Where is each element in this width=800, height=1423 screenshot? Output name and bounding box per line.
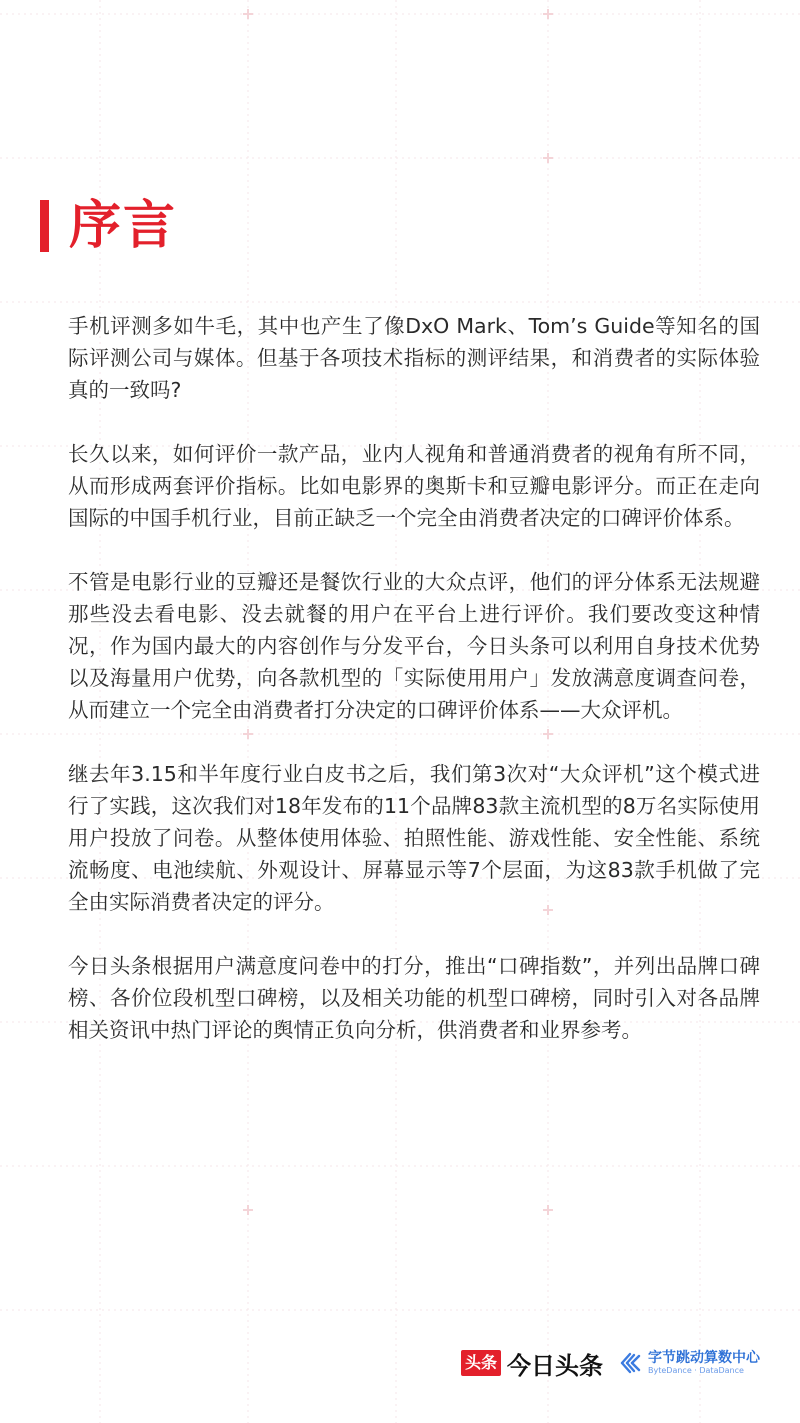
paragraph-2: 长久以来，如何评价一款产品，业内人视角和普通消费者的视角有所不同，从而形成两套评价指标。比如电影界的奥斯卡和豆瓣电影评分。而正在走向国际的中国手机行业，目前正缺乏一个完全由消费者决定的口碑评价体系。 xyxy=(68,442,760,530)
paragraph-3: 不管是电影行业的豆瓣还是餐饮行业的大众点评，他们的评分体系无法规避那些没去看电影、没去就餐的用户在平台上进行评价。我们要改变这种情况，作为国内最大的内容创作与分发平台，今日头条可以利用自身技术优势以及海量用户优势，向各款机型的「实际使用用户」发放满意度调查问卷，从而建立一个完全由消费者打分决定的口碑评价体系——大众评机。 xyxy=(68,570,760,722)
toutiao-logo-name: 今日头条 xyxy=(507,1351,603,1380)
page-title: 序言 xyxy=(69,196,178,256)
paragraph-1: 手机评测多如牛毛，其中也产生了像DxO Mark、Tom’s Guide等知名的国际评测公司与媒体。但基于各项技术指标的测评结果，和消费者的实际体验真的一致吗? xyxy=(68,314,760,402)
paragraph-5: 今日头条根据用户满意度问卷中的打分，推出“口碑指数”，并列出品牌口碑榜、各价位段机型口碑榜，以及相关功能的机型口碑榜，同时引入对各品牌相关资讯中热门评论的舆情正负向分析，供消费者和业界参考。 xyxy=(68,954,760,1042)
paragraph-4: 继去年3.15和半年度行业白皮书之后，我们第3次对“大众评机”这个模式进行了实践，这次我们对18年发布的11个品牌83款主流机型的8万名实际使用用户投放了问卷。从整体使用体验、拍照性能、游戏性能、安全性能、系统流畅度、电池续航、外观设计、屏幕显示等7个层面，为这83款手机做了完全由实际消费者决定的评分。 xyxy=(68,762,760,914)
section-heading xyxy=(40,196,177,256)
heading-accent-bar xyxy=(40,200,49,252)
bytedance-en-name: ByteDance · DataDance xyxy=(648,1366,744,1375)
body-text xyxy=(68,310,760,1078)
bytedance-data-center-logo xyxy=(619,1350,760,1376)
bytedance-cn-name: 字节跳动算数中心 xyxy=(648,1350,760,1366)
bytedance-mark-icon xyxy=(619,1351,643,1375)
toutiao-logo-badge: 头条 xyxy=(461,1350,501,1376)
footer-logos xyxy=(461,1346,760,1380)
